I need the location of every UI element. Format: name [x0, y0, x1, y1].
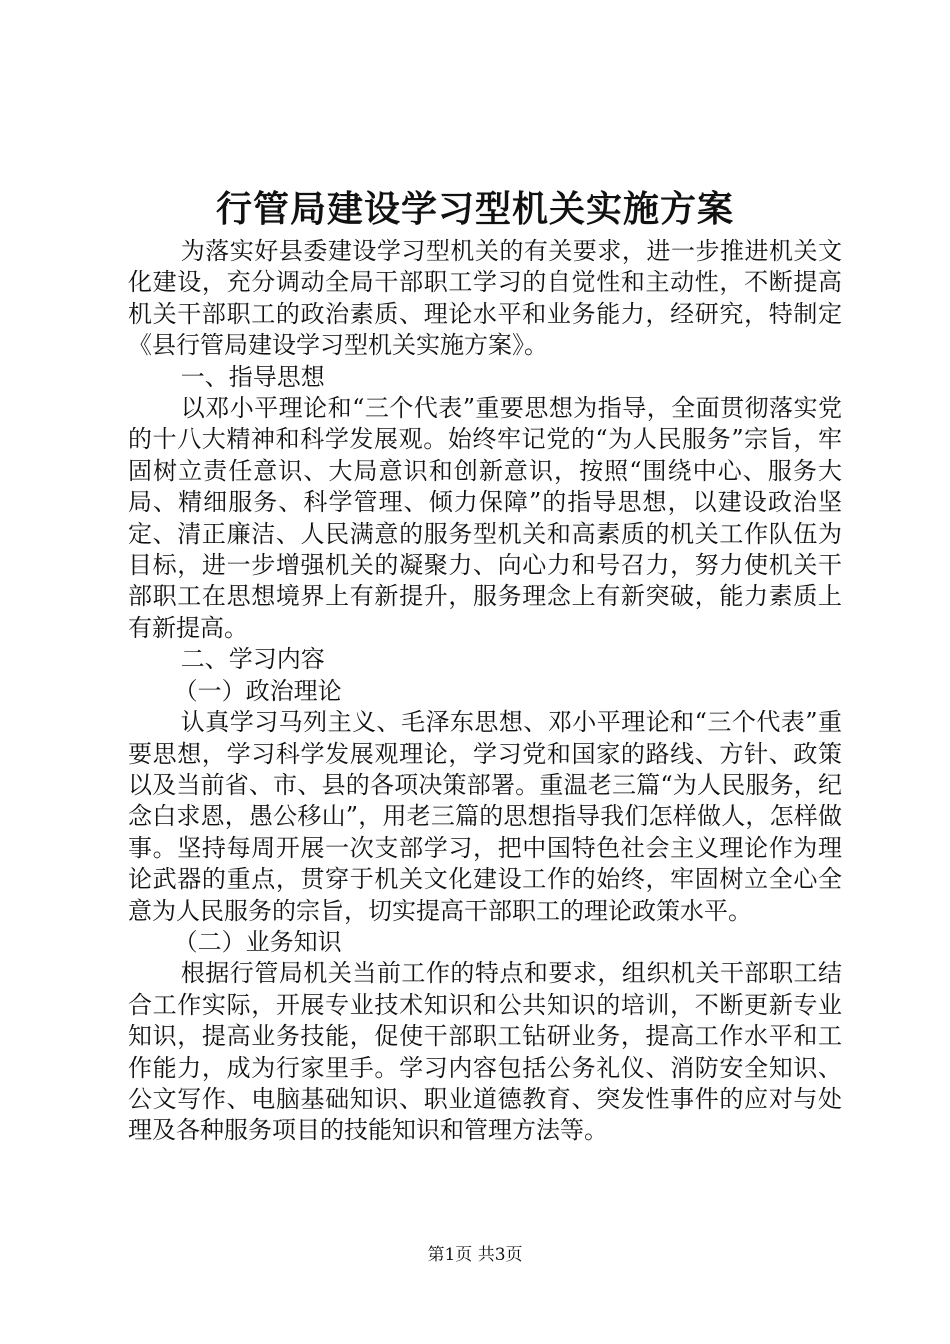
document-body [128, 236, 842, 1147]
section-heading-guiding-thought: 一、指导思想 [180, 362, 325, 391]
intro-paragraph: 为落实好县委建设学习型机关的有关要求，进一步推进机关文化建设，充分调动全局干部职工学习的自觉性和主动性，不断提高机关干部职工的政治素质、理论水平和业务能力，经研究，特制定《县行管局建设学习型机关实施方案》。 [128, 237, 842, 360]
guiding-thought-paragraph: 以邓小平理论和“三个代表”重要思想为指导，全面贯彻落实党的十八大精神和科学发展观。始终牢记党的“为人民服务”宗旨，牢固树立责任意识、大局意识和创新意识，按照“围绕中心、服务大局、精细服务、科学管理、倾力保障”的指导思想，以建设政治坚定、清正廉洁、人民满意的服务型机关和高素质的机关工作队伍为目标，进一步增强机关的凝聚力、向心力和号召力，努力使机关干部职工在思想境界上有新提升，服务理念上有新突破，能力素质上有新提高。 [128, 394, 842, 642]
section-heading-study-content: 二、学习内容 [180, 645, 325, 674]
page-footer: 第1页 共3页 [427, 1245, 523, 1265]
subheading-business-knowledge: （二）业务知识 [173, 927, 342, 956]
subheading-political-theory: （一）政治理论 [173, 676, 342, 705]
business-knowledge-paragraph: 根据行管局机关当前工作的特点和要求，组织机关干部职工结合工作实际，开展专业技术知识和公共知识的培训，不断更新专业知识，提高业务技能，促使干部职工钻研业务，提高工作水平和工作能力，成为行家里手。学习内容包括公务礼仪、消防安全知识、公文写作、电脑基础知识、职业道德教育、突发性事件的应对与处理及各种服务项目的技能知识和管理方法等。 [128, 959, 842, 1145]
document-title: 行管局建设学习型机关实施方案 [215, 188, 734, 230]
political-theory-paragraph: 认真学习马列主义、毛泽东思想、邓小平理论和“三个代表”重要思想，学习科学发展观理论，学习党和国家的路线、方针、政策以及当前省、市、县的各项决策部署。重温老三篇“为人民服务，纪念白求恩，愚公移山”，用老三篇的思想指导我们怎样做人，怎样做事。坚持每周开展一次支部学习，把中国特色社会主义理论作为理论武器的重点，贯穿于机关文化建设工作的始终，牢固树立全心全意为人民服务的宗旨，切实提高干部职工的理论政策水平。 [128, 708, 842, 925]
